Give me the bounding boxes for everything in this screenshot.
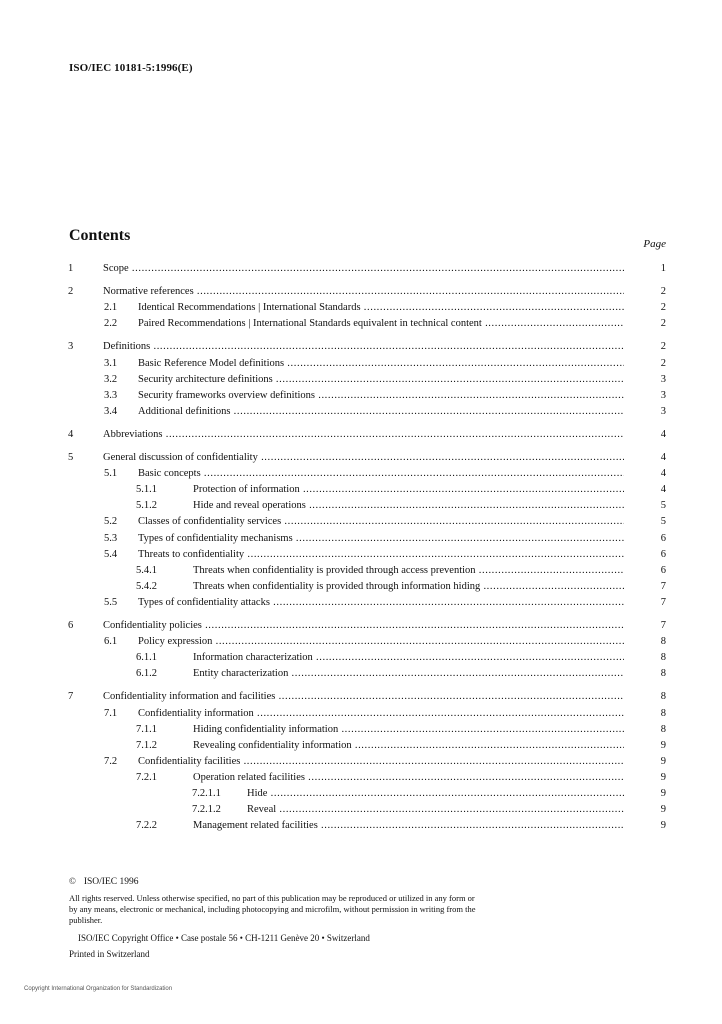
toc-entry-number: 5.3	[104, 532, 118, 544]
toc-entry-title: Basic concepts .....	[138, 467, 624, 481]
toc-entry-number: 5.4.2	[136, 580, 157, 592]
copyright-text: ISO/IEC 1996	[83, 877, 139, 887]
toc-entry-title: Confidentiality information .....	[138, 707, 624, 721]
toc-entry	[0, 690, 722, 704]
toc-entry-title: Normative references .....	[103, 285, 624, 299]
toc-entry-number: 2	[68, 286, 74, 298]
toc-entry-page: 9	[660, 820, 666, 832]
toc-entry	[0, 317, 722, 331]
toc-entry-title: Policy expression .....	[138, 635, 624, 649]
toc-entry-title: Additional definitions .....	[138, 405, 624, 419]
toc-entry	[0, 580, 722, 594]
toc-entry-title: Hiding confidentiality information .....	[193, 723, 624, 737]
toc-entry-title: Abbreviations .....	[103, 428, 624, 442]
toc-entry-title: Threats when confidentiality is provided through access prevention .....	[193, 564, 624, 578]
toc-entry-page: 2	[660, 286, 666, 298]
toc-entry	[0, 499, 722, 513]
document-id: ISO/IEC 10181-5:1996(E)	[69, 62, 193, 74]
toc-entry-title: Revealing confidentiality information .....	[193, 739, 624, 753]
toc-entry-number: 5.1	[104, 468, 118, 480]
toc-entry-number: 7.2.1.1	[192, 788, 221, 799]
toc-entry	[0, 357, 722, 371]
toc-entry-number: 4	[68, 428, 74, 440]
toc-entry-page: 9	[660, 804, 666, 816]
toc-entry-title: Definitions .....	[103, 340, 624, 354]
toc-entry-page: 4	[660, 452, 666, 463]
toc-entry-number: 3.4	[104, 405, 118, 417]
toc-entry-title: General discussion of confidentiality .....	[103, 451, 624, 465]
toc-entry	[0, 787, 722, 801]
toc-entry-number: 7.2.2	[136, 820, 157, 832]
toc-entry	[0, 389, 722, 403]
toc-entry	[0, 515, 722, 529]
toc-entry-title: Management related facilities .....	[193, 819, 624, 833]
toc-entry-number: 7.2.1.2	[192, 804, 221, 816]
toc-entry	[0, 340, 722, 354]
toc-entry-number: 6.1.1	[136, 652, 157, 664]
toc-entry-number: 7.2	[104, 755, 118, 767]
toc-entry-page: 7	[660, 596, 666, 608]
toc-entry-page: 8	[660, 668, 666, 680]
toc-entry-page: 2	[660, 302, 666, 314]
toc-entry-title: Security architecture definitions .....	[138, 373, 624, 387]
toc-entry-title: Entity characterization .....	[193, 667, 624, 681]
toc-entry-page: 6	[660, 564, 666, 576]
toc-entry-page: 9	[660, 771, 666, 783]
toc-entry-page: 8	[660, 636, 666, 648]
toc-entry-title: Threats when confidentiality is provided through information hiding .....	[193, 580, 624, 594]
toc-entry	[0, 635, 722, 649]
toc-entry-number: 7.1.1	[136, 723, 157, 735]
toc-entry	[0, 548, 722, 562]
toc-entry-number: 5.1.2	[136, 500, 157, 512]
toc-entry-number: 7.1	[104, 707, 118, 719]
toc-entry-number: 6.1.2	[136, 668, 157, 680]
contents-heading: Contents	[69, 227, 131, 244]
toc-entry-number: 3.2	[104, 373, 118, 385]
toc-entry-title: Hide and reveal operations .....	[193, 499, 624, 513]
toc-entry-page: 8	[660, 691, 666, 703]
toc-entry-number: 2.2	[104, 318, 118, 330]
toc-entry-page: 9	[660, 788, 666, 799]
toc-entry	[0, 373, 722, 387]
toc-entry-page: 1	[660, 263, 666, 274]
toc-entry	[0, 428, 722, 442]
toc-entry-page: 6	[660, 532, 666, 544]
toc-entry-title: Threats to confidentiality .....	[138, 548, 624, 562]
toc-entry-number: 6.1	[104, 636, 118, 648]
toc-entry-number: 5	[68, 452, 74, 463]
toc-entry	[0, 771, 722, 785]
toc-entry-title: Reveal .....	[247, 803, 624, 817]
toc-entry	[0, 285, 722, 299]
footer-copyright-note: Copyright International Organization for Standardization	[24, 986, 173, 992]
toc-entry-page: 4	[660, 428, 666, 440]
toc-entry-page: 5	[660, 516, 666, 528]
toc-entry-number: 5.1.1	[136, 484, 157, 496]
toc-entry-number: 5.2	[104, 516, 118, 528]
toc-entry-page: 2	[660, 318, 666, 330]
toc-entry-number: 7.2.1	[136, 771, 157, 783]
toc-entry	[0, 619, 722, 633]
toc-entry-title: Protection of information .....	[193, 483, 624, 497]
toc-entry	[0, 405, 722, 419]
copyright-line	[69, 876, 138, 887]
toc-entry	[0, 819, 722, 833]
toc-entry-number: 7.1.2	[136, 739, 157, 751]
toc-entry-page: 7	[660, 580, 666, 592]
toc-entry-number: 3.1	[104, 357, 118, 369]
toc-entry-page: 2	[660, 357, 666, 369]
toc-entry-title: Confidentiality information and facilities .....	[103, 690, 624, 704]
toc-entry-title: Types of confidentiality mechanisms .....	[138, 532, 624, 546]
toc-entry-page: 7	[660, 620, 666, 631]
toc-entry-title: Scope .....	[103, 262, 624, 276]
toc-entry-title: Operation related facilities .....	[193, 771, 624, 785]
toc-entry-page: 8	[660, 723, 666, 735]
toc-entry-number: 5.5	[104, 596, 118, 608]
toc-entry-page: 9	[660, 755, 666, 767]
toc-entry	[0, 532, 722, 546]
toc-entry-title: Confidentiality policies .....	[103, 619, 624, 633]
toc-entry-page: 2	[660, 341, 666, 353]
toc-entry-number: 6	[68, 620, 74, 631]
toc-entry	[0, 467, 722, 481]
toc-entry	[0, 723, 722, 737]
toc-entry-title: Paired Recommendations | International Standards equivalent in technical content .....	[138, 317, 624, 331]
toc-entry-number: 3	[68, 341, 74, 353]
toc-entry-page: 9	[660, 739, 666, 751]
toc-entry-page: 4	[660, 484, 666, 496]
toc-entry	[0, 667, 722, 681]
toc-entry-title: Information characterization .....	[193, 651, 624, 665]
toc-entry-title: Types of confidentiality attacks .....	[138, 596, 624, 610]
toc-entry	[0, 262, 722, 276]
toc-entry-number: 7	[68, 691, 74, 703]
toc-entry-page: 4	[660, 468, 666, 480]
toc-entry-page: 3	[660, 405, 666, 417]
toc-entry	[0, 803, 722, 817]
toc-entry	[0, 651, 722, 665]
toc-entry-number: 1	[68, 263, 74, 274]
toc-entry	[0, 596, 722, 610]
toc-entry	[0, 755, 722, 769]
toc-entry	[0, 564, 722, 578]
toc-entry-title: Basic Reference Model definitions .....	[138, 357, 624, 371]
toc-entry-page: 3	[660, 389, 666, 401]
rights-statement: All rights reserved. Unless otherwise specified, no part of this publication may be reproduced or utilized in any form or by any means, electronic or mechanical, including photocopying and microfilm, without permission in writing from the publisher.	[69, 893, 476, 925]
toc-entry-page: 3	[660, 373, 666, 385]
toc-entry-number: 2.1	[104, 302, 118, 314]
toc-entry-title: Hide .....	[247, 787, 624, 801]
toc-entry	[0, 301, 722, 315]
toc-entry-page: 5	[660, 500, 666, 512]
toc-entry-title: Confidentiality facilities .....	[138, 755, 624, 769]
page-column-label: Page	[643, 238, 666, 250]
toc-entry-page: 8	[660, 652, 666, 664]
toc-entry	[0, 451, 722, 465]
toc-entry	[0, 483, 722, 497]
toc-entry-number: 5.4	[104, 548, 118, 560]
copyright-icon: ©	[69, 876, 76, 886]
toc-entry-page: 8	[660, 707, 666, 719]
toc-entry-title: Classes of confidentiality services .....	[138, 515, 624, 529]
toc-entry-title: Identical Recommendations | International Standards .....	[138, 301, 624, 315]
printed-in: Printed in Switzerland	[69, 949, 150, 959]
toc-entry	[0, 739, 722, 753]
toc-entry-number: 5.4.1	[136, 564, 157, 576]
copyright-office-address: ISO/IEC Copyright Office • Case postale 56 • CH-1211 Genève 20 • Switzerland	[78, 933, 370, 943]
toc-entry	[0, 707, 722, 721]
toc-entry-page: 6	[660, 548, 666, 560]
toc-entry-number: 3.3	[104, 389, 118, 401]
toc-entry-title: Security frameworks overview definitions .....	[138, 389, 624, 403]
